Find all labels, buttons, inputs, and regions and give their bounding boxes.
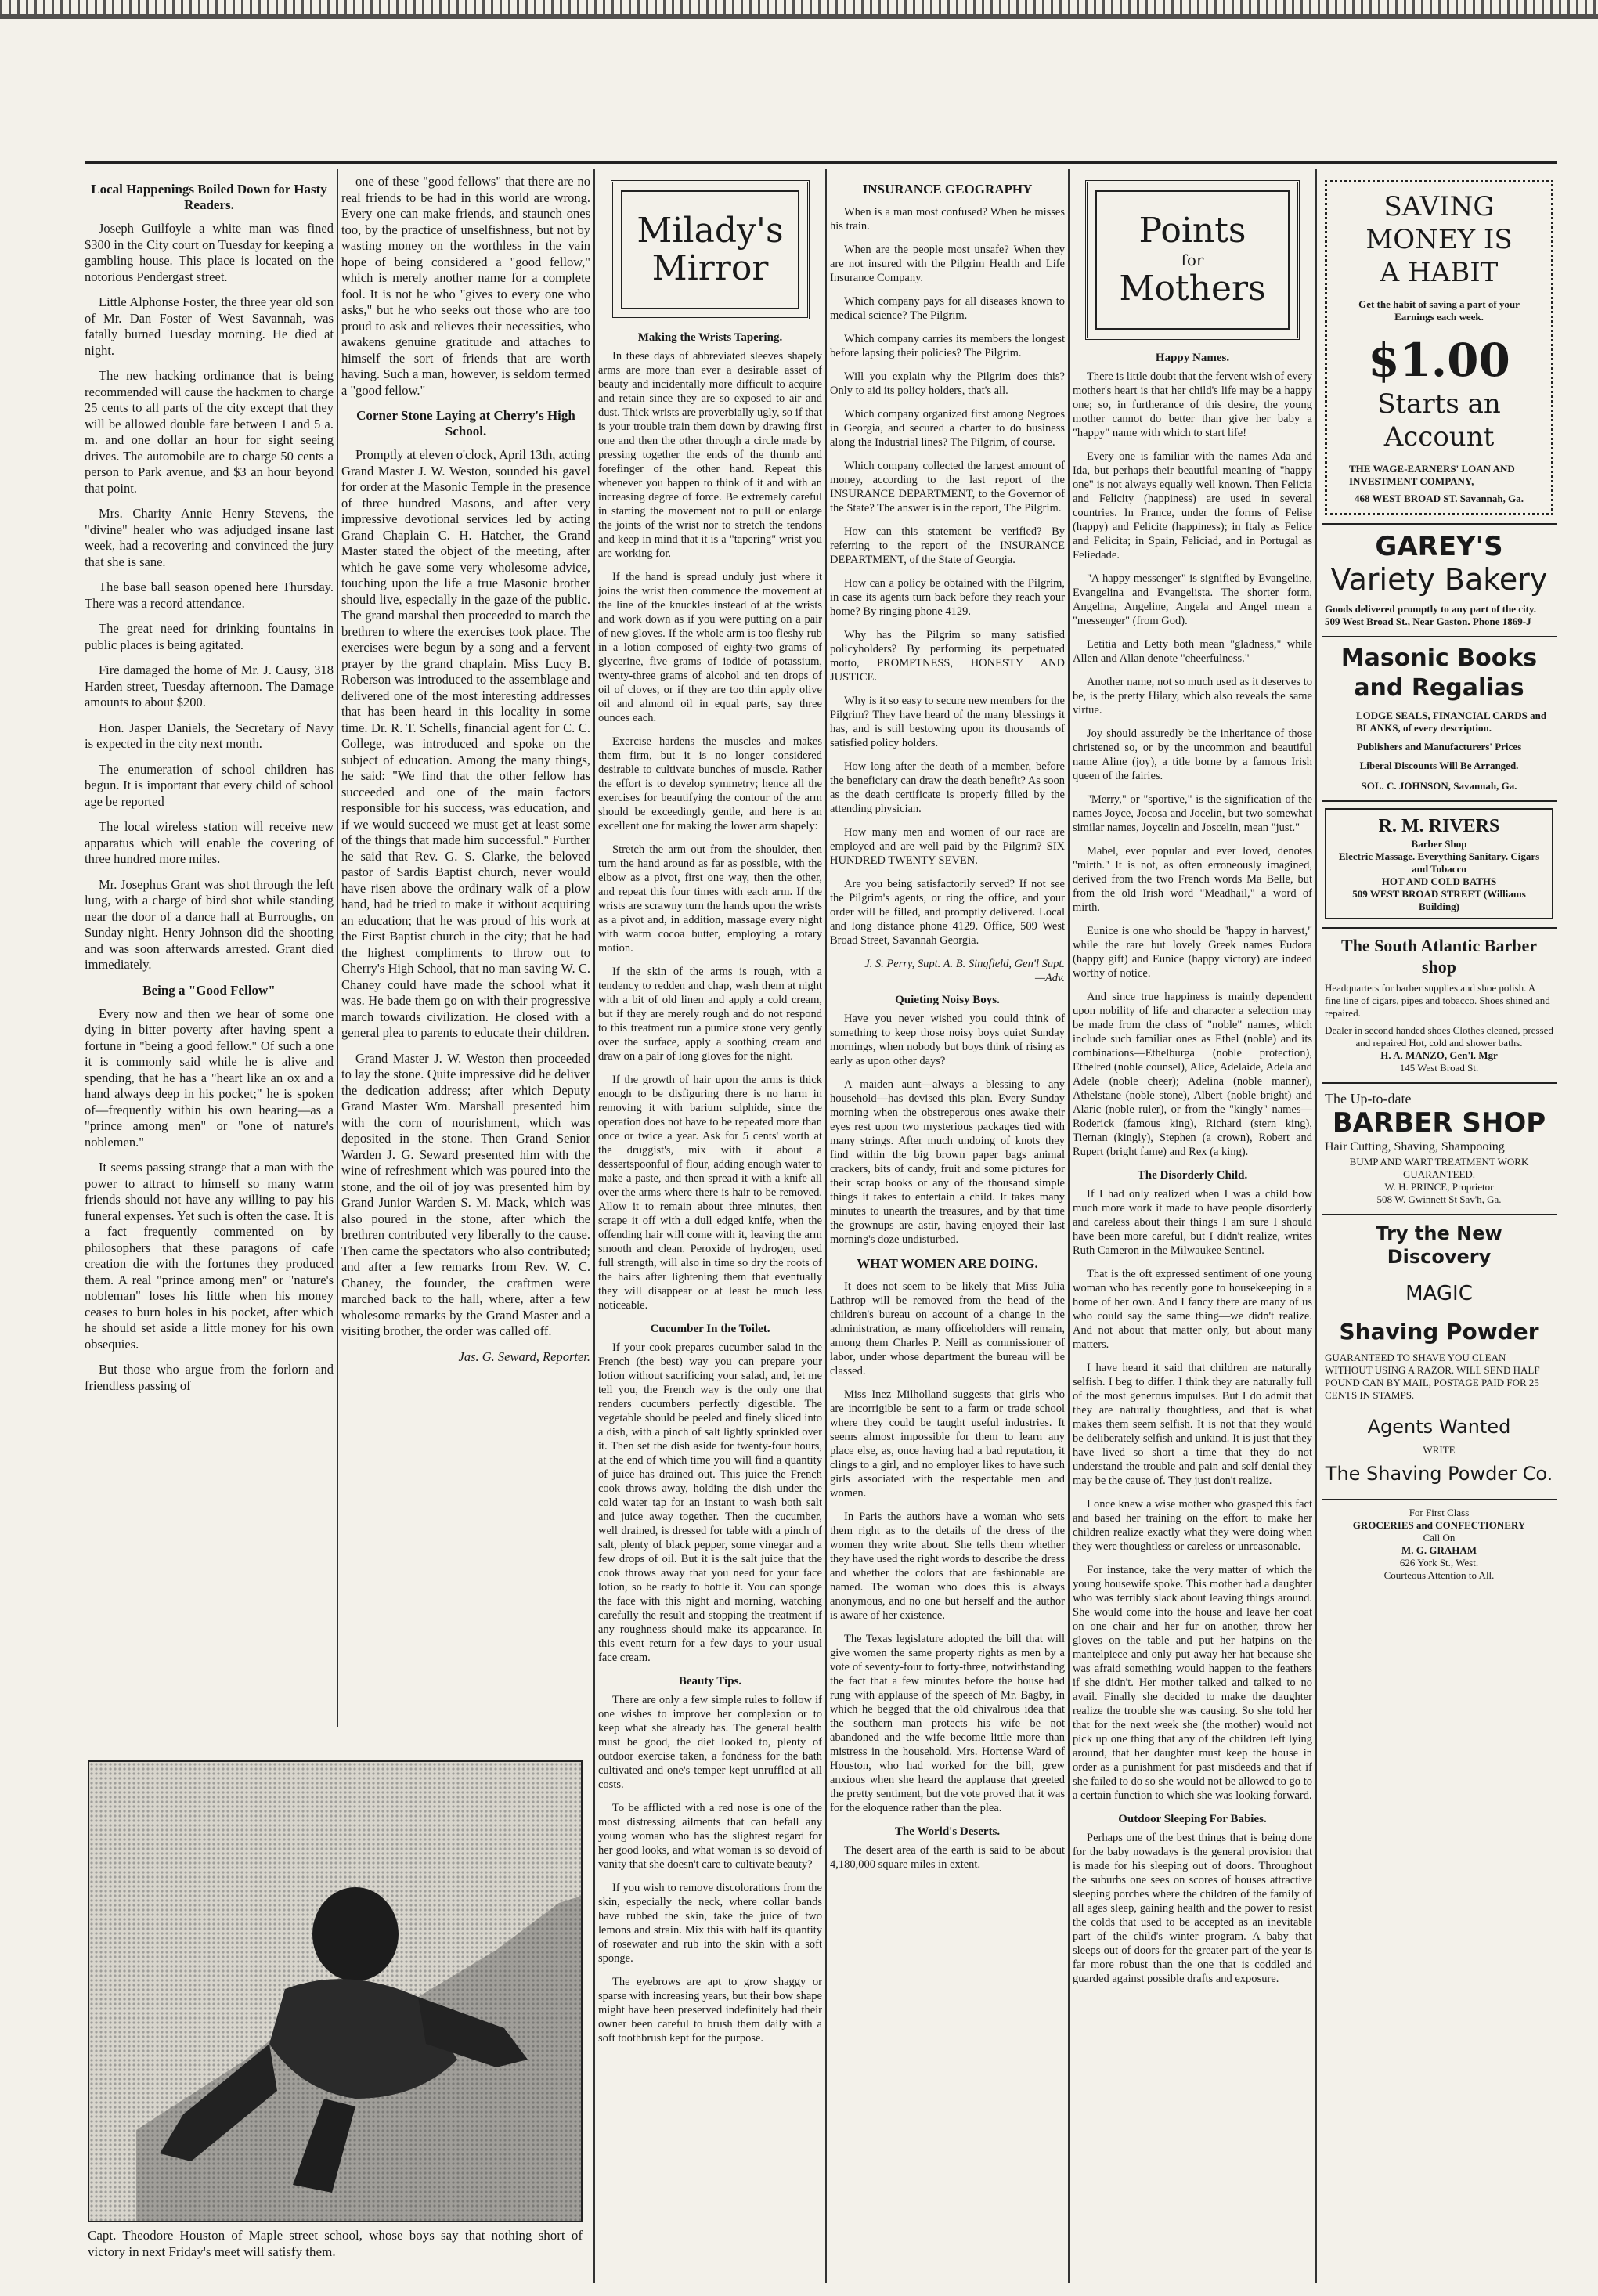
paragraph: It does not seem to be likely that Miss Julia Lathrop will be removed from the head of the children's bureau on account of a change in the administration, as many officeholders will remain, among them Charles P. Neill as commissioner of labor, under whose department the bureau will be classed. [830, 1280, 1065, 1377]
column-corner-stone [341, 174, 590, 1732]
headline-wrists: Making the Wrists Tapering. [637, 331, 783, 344]
ad-barber-text2: BUMP AND WART TREATMENT WORK GUARANTEED. [1349, 1156, 1529, 1180]
paragraph: The local wireless station will receive new apparatus which will enable the covering of three hundred more miles. [85, 819, 334, 866]
headline-local-happenings: Local Happenings Boiled Down for Hasty Readers. [91, 182, 327, 212]
photo-caption: Capt. Theodore Houston of Maple street school, whose boys say that nothing short of victory in next Friday's meet will satisfy them. [88, 2228, 583, 2259]
paragraph: If the hand is spread unduly just where it joins the wrist then commence the movement at the line of the knuckles instead of at the wrists and work down as if you were putting on a pair of new gloves. If the whole arm is too fleshy rub in a lotion composed of eighty-two grams of glycerine, five grams of iodide of potassium, twenty-three grams of alcohol and ten drops of oil of cloves, or if they are too thin apply olive oil and almond oil in equal parts, say three ounces each. [598, 571, 822, 724]
headline-corner-stone: Corner Stone Laying at Cherry's High School. [356, 408, 575, 439]
paragraph: It seems passing strange that a man with the power to attract to himself so many warm friends should not have any willing to pay his funeral expenses. Yet such is often the case. It is a fact frequently commented on by philosophers that these paragons of cafe creation die with the fortunes they produced them. A real "prince among men" or "nature's nobleman" loses his little when his money ceases to burn holes in his pocket, after which he should set aside a little money for his own obsequies. [85, 1160, 334, 1352]
paragraph: How many men and women of our race are employed and are well paid by the Pilgrim? SIX HUNDRED TWENTY SEVEN. [830, 826, 1065, 867]
paragraph: Will you explain why the Pilgrim does this? Only to aid its policy holders, that's all. [830, 370, 1065, 397]
paragraph: If the skin of the arms is rough, with a tendency to redden and chap, wash them at night with a bit of old linen and apply a cold cream, but if they are merely rough and do not respond to this treatment run a pumice stone very gently over the surface, apply a soothing cream and draw on a pair of long gloves for the night. [598, 966, 822, 1063]
ad-rivers-baths: HOT AND COLD BATHS [1381, 875, 1497, 887]
paragraph: The new hacking ordinance that is being recommended will cause the hackmen to charge 25 cents to all parts of the city except that they will be allowed double fare between 1 and 5 a. m. and one dollar an hour for sight seeing drives. The automobile are to charge 50 cents a person to Park avenue, and $3 an hour beyond that point. [85, 368, 334, 496]
headline-outdoor-sleeping: Outdoor Sleeping For Babies. [1118, 1813, 1267, 1825]
paragraph: But those who argue from the forlorn and friendless passing of [85, 1362, 334, 1393]
paragraph: For instance, take the very matter of which the young housewife spoke. This mother had a daughter who was terribly slack about leaving things around. She would come into the house and leave her coat on one chair and her fur on another, throw her gloves on the table and put her hatpins on the mantelpiece and only put away her hat because she was afraid something would happen to the feathers if she didn't. Her mother talked and talked to no avail. Finally she decided to make the daughter realize the trouble she was causing. So she told her that for the next week she (the mother) would not pick up one thing that any of the children left lying around, that her daughter must keep the house in order as a punishment for past misdeeds and that if she failed to do so she would not be allowed to go to a certain function to which she was looking forward. [1073, 1564, 1312, 1802]
ad-magic-line2: MAGIC [1405, 1282, 1473, 1305]
paragraph: If you wish to remove discolorations from the skin, especially the neck, where collar bands have rubbed the skin, take the juice of two lemons and strain. Mix this with half its quantity of rosewater and rub into the skin with a soft sponge. [598, 1882, 822, 1965]
ad-south-atlantic-manager: H. A. MANZO, Gen'l. Mgr [1380, 1049, 1498, 1061]
column-local-news [85, 174, 334, 1732]
paragraph: The great need for drinking fountains in public places is being agitated. [85, 621, 334, 652]
ad-bakery-text: Goods delivered promptly to any part of the city. [1325, 603, 1536, 615]
paragraph: Why is it so easy to secure new members for the Pilgrim? They have heard of the many blessings it has, and is still bestowing upon its thousands of satisfied policy holders. [830, 695, 1065, 749]
paragraph: The base ball season opened here Thursday. There was a record attendance. [85, 579, 334, 611]
paragraph: How can this statement be verified? By referring to the report of the INSURANCE DEPARTMENT, of the State of Georgia. [830, 525, 1065, 566]
paragraph: In Paris the authors have a woman who sets them right as to the details of the dress of the women they write about. She tells them whether they have used the right words to describe the dress and whether the colors that are fashionable are named. The woman who does this is always anonymous, and no one but herself and the author is aware of her existence. [830, 1511, 1065, 1622]
local-news-paragraphs [85, 221, 334, 973]
paragraph: How can a policy be obtained with the Pilgrim, in case its agents turn back before they reach your home? By ringing phone 4129. [830, 577, 1065, 618]
headline-noisy-boys: Quieting Noisy Boys. [895, 994, 1000, 1006]
ad-barber-owner: W. H. PRINCE, Proprietor [1384, 1181, 1494, 1193]
column-rule [1315, 169, 1317, 2283]
ad-saving-address: 468 WEST BROAD ST. Savannah, Ga. [1354, 493, 1524, 504]
paragraph: There is little doubt that the fervent wish of every mother's heart is that her child's life may be a happy one; so, in furtherance of this desire, the young mother cannot do better than give her baby a "happy" name with which to start life! [1073, 370, 1312, 439]
ad-saving-line: SAVING [1383, 191, 1495, 222]
ad-rivers-text: Electric Massage. Everything Sanitary. Cigars and Tobacco [1338, 850, 1540, 875]
headline-good-fellow: Being a "Good Fellow" [142, 982, 276, 998]
headline-women: WHAT WOMEN ARE DOING. [857, 1256, 1038, 1271]
paragraph: one of these "good fellows" that there are no real friends to be had in this world are wrong. Every one can make friends, and staunch ones too, by the practice of unselfishness, but not by wasting money on the worthless in the vain hope of being considered a "good fellow," which is merely another name for a complete fool. It is not he who "gives to every one who asks," but he who seeks out those who are too proud to ask and relieves their necessities, who awakens genuine gratitude and attaches to himself the sort of friends that are worth having. Such a man, however, is seldom termed a "good fellow." [341, 174, 590, 398]
column-rule [1068, 169, 1070, 2283]
paragraph: Little Alphonse Foster, the three year old son of Mr. Dan Foster of West Savannah, was fatally burned Tuesday morning. He died at night. [85, 294, 334, 358]
ad-magic-line3: Shaving Powder [1339, 1319, 1539, 1345]
paragraph: Which company organized first among Negroes in Georgia, and secured a charter to do business along the Industrial lines? The Pilgrim, of course. [830, 408, 1065, 449]
points-for-mothers-box [1085, 180, 1300, 340]
box-title-line: Mothers [1119, 269, 1266, 309]
paragraph: Another name, not so much used as it deserves to be, is the pretty Hilary, which also reveals the same virtue. [1073, 676, 1312, 717]
ad-barber-line1: The Up-to-date [1325, 1091, 1412, 1106]
ad-south-atlantic-title: The South Atlantic Barber shop [1341, 936, 1537, 977]
paragraph: The Texas legislature adopted the bill that will give women the same property rights as men by a vote of seventy-four to forty-three, notwithstanding the fact that a few minutes before the house had rung with applause of the speech of Mr. Bagby, in which he begged that the old chivalrous idea that the southern man protects his wife be not abandoned and the wife become little more than mistress in the household. Mrs. Hortense Ward of Houston, who had worked for the bill, grew anxious when she heard the applause that greeted the pretty sentiment, but the vote proved that it was for the eloquence rather than the plea. [830, 1633, 1065, 1814]
paragraph: Fire damaged the home of Mr. J. Causy, 318 Harden street, Tuesday afternoon. The Damage amounts to about $200. [85, 662, 334, 709]
ad-masonic-items: LODGE SEALS, FINANCIAL CARDS and BLANKS, of every description. [1356, 709, 1547, 734]
ad-magic-line1: Try the New Discovery [1376, 1222, 1502, 1268]
advertisements-column [1322, 174, 1557, 1590]
paragraph: Mr. Josephus Grant was shot through the left lung, with a charge of bird shot while standing near the door of a dance hall at Burroughs, on Sunday night. Henry Johnson did the shooting and was soon afterwards arrested. Grant died immediately. [85, 876, 334, 972]
paragraph: The eyebrows are apt to grow shaggy or sparse with increasing years, but their bow shape might have been preserved indefinitely had their owner been careful to brush them daily with a soft toothbrush kept for the purpose. [598, 1976, 822, 2045]
paragraph: Every one is familiar with the names Ada and Ida, but perhaps their beautiful meaning of "happy one" is not always equally well known. Then Felicia and Felicity (happiness) are used in several countries. In France, under the forms of Felise (happy) and Felicite (happiness); in Italy as Felice and Felicita; in Spain, Feliciad, and in Portugal as Feliedade. [1073, 450, 1312, 561]
paragraph: A maiden aunt—always a blessing to any household—has devised this plan. Every Sunday morning when the obstreperous ones awake their eyes rest upon two mysterious packages tied with many strings. After much undoing of knots they find within the big brown paper bags animal crackers, bits of candy, fruit and some pictures for their scrap books or any of the thousand simple things it takes to entertain a child. It takes many minutes to unearth the treasures, and by that time the grownups are astir, having enjoyed their last morning's doze undisturbed. [830, 1078, 1065, 1246]
paragraph: Which company carries its members the longest before lapsing their policies? The Pilgrim. [830, 333, 1065, 359]
paragraph: Why has the Pilgrim so many satisfied policyholders? By performing its perpetuated motto, PROMPTNESS, HONESTY AND JUSTICE. [830, 629, 1065, 684]
headline-insurance: INSURANCE GEOGRAPHY [862, 182, 1033, 197]
ad-rivers-address: 509 WEST BROAD STREET (Williams Building) [1352, 888, 1526, 912]
portrait-photo [88, 1760, 583, 2222]
paragraph: There are only a few simple rules to follow if one wishes to improve her complexion or to keep what she already has. The general health must be good, the diet looked to, plenty of outdoor exercise taken, a fondness for the bath cultivated and one's temper kept unruffled at all costs. [598, 1694, 822, 1791]
paragraph: When is a man most confused? When he misses his train. [830, 206, 1065, 233]
ad-masonic-title: Masonic Books and Regalias [1340, 644, 1538, 702]
reporter-signature: Jas. G. Seward, Reporter. [458, 1348, 590, 1364]
ad-rivers-sub: Barber Shop [1411, 838, 1467, 850]
paragraph: Eunice is one who should be "happy in harvest," while the rare but lovely Greek names Eudora (happy gift) and Eunice (happy victory) are indeed worthy of notice. [1073, 925, 1312, 980]
paragraph: Which company collected the largest amount of money, according to the last report of the INSURANCE DEPARTMENT, to the Governor of the State? The answer is in the report, The Pilgrim. [830, 460, 1065, 514]
box-title-line: Milady's [637, 211, 784, 251]
ad-saving-company: THE WAGE-EARNERS' LOAN AND INVESTMENT COMPANY, [1349, 463, 1515, 487]
ad-saving-line: A HABIT [1380, 257, 1499, 288]
ad-saving-account: Account [1383, 421, 1495, 453]
ad-magic-company: The Shaving Powder Co. [1325, 1463, 1553, 1485]
ad-graham-line1: For First Class [1409, 1507, 1470, 1518]
ad-bakery [1322, 525, 1557, 637]
ad-graham-footer: Courteous Attention to All. [1383, 1569, 1495, 1581]
paragraph: Exercise hardens the muscles and makes them firm, but it is no longer considered desirable to cultivate bunches of muscle. Rather the effort is to develop symmetry; hence all the exercises for beautifying the contour of the arm should be exceedingly gentle, and here is an excellent one for making the lower arm shapely: [598, 735, 822, 832]
paragraph: If I had only realized when I was a child how much more work it made to have people disorderly and careless about their things I am sure I should have been more careful, but I didn't realize, writes Ruth Cameron in the Milwaukee Sentinel. [1073, 1188, 1312, 1257]
paragraph: Every now and then we hear of some one dying in bitter poverty after having spent a fortune in "being a good fellow." Of such a one it is commonly said while he is alive and spending, that he has a "heart like an ox and a hand always deep in his pocket;" he is spoken of—frequently within his own hearing—as a "prince among men" or "one of nature's noblemen." [85, 1005, 334, 1150]
paragraph: Letitia and Letty both mean "gladness," while Allen and Allan denote "cheerfulness." [1073, 638, 1312, 665]
paragraph: And since true happiness is mainly dependent upon nobility of life and character a selection may be made from the class of "noble" names, which include such familiar ones as Ethel (noble) and its combinations—Ethelburga (noble protection), Ethelred (noble counsel), Alice, Adelaide, Adela and Adele (noble cheer); Adelina (noble manner), Athelstane (noble stone), Albert (noble bright) and Alaric (noble ruler), or from the "kingly" names—Roderick (famous king), Richard (stern king), Tiernan (kingly), Stephen (a crown), Robert and Rupert (bright fame) and Rex (a king). [1073, 991, 1312, 1158]
ad-saving-border [1325, 180, 1553, 515]
insurance-signature: J. S. Perry, Supt. A. B. Singfield, Gen'l Supt. [864, 958, 1065, 970]
paragraph: Grand Master J. W. Weston then proceeded to lay the stone. Quite impressive did he deliver the dedication address; after which Deputy Grand Master Wm. Marshall presented him with the corn of nourishment, which was deposited in the stone. Then Grand Senior Warden J. G. Seward presented him with the wine of refreshment which was poured into the stone, and the oil of joy was presented him by Grand Junior Warden S. M. Mack, which was also poured in the stone, after which the brethren contributed very liberally to the cause. Then came the spectators who also contributed; and after a few remarks from Rev. W. C. Chaney, the founder, the craftmen were marched back to the hall, where, after a few wholesome remarks by the Grand Master and a visiting brother, the order was called off. [341, 1050, 590, 1338]
ad-graham-address: 626 York St., West. [1399, 1557, 1479, 1569]
paragraph: The desert area of the earth is said to be about 4,180,000 square miles in extent. [830, 1844, 1065, 1871]
ad-barber-text: Hair Cutting, Shaving, Shampooing [1325, 1140, 1505, 1153]
paragraph: The enumeration of school children has begun. It is important that every child of school age be reported [85, 761, 334, 809]
ad-magic-shaving [1322, 1215, 1557, 1500]
paragraph: Promptly at eleven o'clock, April 13th, acting Grand Master J. W. Weston, sounded his gavel for order at the Masonic Temple in the presence of three hundred Masons, and after very impressive devotional services led by acting Grand Chaplain C. H. Hatcher, the Grand Master stated the object of the meeting, after which he gave some very wholesome advice, touching upon the life a true Masonic brother should live, especially in the gaze of the public. The grand marshal then proceeded to march the brethren to where the exercises took place. The exercises were begun by a song and a fervent prayer by the grand chaplain. Miss Lucy B. Roberson was introduced to the assemblage and delivered one of the most interesting addresses that has been heard in this locality in some time. Dr. R. T. Schells, financial agent for C. C. College, was introduced and spoke on the subject of education. Among the many things, he said: "We find that the other fellow has succeeded and one of the main factors responsible for his success, was education, and if we would succeed we must get at least some of the things that made him successful." Further he said that Rev. G. S. Clarke, the beloved pastor of Sardis Baptist church, never would have risen above the ordinary walk of a plow hand, had he tried to make it without acquiring an education; that he was proud of his work at the First Baptist church in the city; that he had the highest compliments to throw out to Cherry's High School, that no man saving W. C. Chaney could have made the school what it was. He bade them go on with their progressive march towards civilization. He closed with a general plea to parents to educate their children. [341, 447, 590, 1040]
ad-barber-address: 508 W. Gwinnett St Sav'h, Ga. [1376, 1193, 1502, 1205]
column-points-for-mothers [1073, 174, 1312, 2288]
paragraph: I once knew a wise mother who grasped this fact and based her training on the effort to make her children realize exactly what they were doing when they were thoughtless or careless or unreasonable. [1073, 1498, 1312, 1553]
ad-masonic-line3: Liberal Discounts Will Be Arranged. [1359, 760, 1519, 771]
box-title-line: Points [1138, 211, 1246, 251]
paragraph: "A happy messenger" is signified by Evangeline, Evangelina and Evangelista. The shorter form, Angelina, Angeline, Angela and Angel mean a "messenger" (from God). [1073, 572, 1312, 627]
ad-saving-line: MONEY IS [1365, 224, 1513, 255]
headline-beauty-tips: Beauty Tips. [678, 1675, 742, 1688]
ad-graham-line2: GROCERIES and CONFECTIONERY [1352, 1519, 1526, 1531]
column-miladys-mirror [598, 174, 822, 2288]
paragraph: Joseph Guilfoyle a white man was fined $300 in the City court on Tuesday for keeping a gambling house. This place is located on the notorious Pendergast street. [85, 221, 334, 284]
box-title-line: for [1181, 251, 1204, 269]
ad-masonic-line2: Publishers and Manufacturers' Prices [1356, 741, 1522, 753]
ad-barber-title: BARBER SHOP [1332, 1107, 1546, 1139]
column-rule [593, 169, 595, 2283]
paragraph: Perhaps one of the best things that is being done for the baby nowadays is the general provision that is made for his sleeping out of doors. Throughout the suburbs one sees on scores of houses attractive sleeping porches where the children of the family of all ages sleep, gaining health and the power to resist the colds that used to be accepted as an inevitable part of the child's winter program. A baby that sleeps out of doors for the greater part of the year is far more robust than the one that is coddled and guarded against possible drafts and exposure. [1073, 1832, 1312, 1985]
paragraph: "Merry," or "sportive," is the signification of the names Joyce, Jocosa and Jocelin, but two somewhat similar names, Joycelin and Joscelin, mean "just." [1073, 793, 1312, 834]
headline-happy-names: Happy Names. [1155, 352, 1230, 364]
miladys-mirror-box [611, 180, 810, 319]
ad-south-atlantic-address: 145 West Broad St. [1399, 1062, 1479, 1074]
ad-south-atlantic-text: Headquarters for barber supplies and shoe polish. A fine line of cigars, pipes and tobacco. Shoes shined and repaired. [1325, 982, 1550, 1019]
headline-deserts: The World's Deserts. [894, 1825, 1001, 1838]
page-top-edge [0, 0, 1598, 70]
paragraph: Joy should assuredly be the inheritance of those christened so, or by the uncommon and beautiful name Aline (joy), a title borne by a famous Irish queen of the fairies. [1073, 727, 1312, 782]
box-title-line: Mirror [651, 248, 769, 288]
paragraph: If your cook prepares cucumber salad in the French (the best) way you can prepare your lotion without sacrificing your salad, and, let me tell you, the French way is the only one that renders cucumbers perfectly digestible. The vegetable should be peeled and finely sliced into a dish, with a pinch of salt lightly sprinkled over it. Then set the dish aside for twenty-four hours, at the end of which time you will find a quantity of juice has drained out. This juice the French cook throws away, holding the dish under the cold water tap for an instant to wash both salt and juice away together. Then the cucumber, well drained, is dressed for table with a pinch of salt, plenty of black pepper, some vinegar and a few drops of oil. But it is the salt juice that the cook throws away that you need for your face lotion, so be ready to bottle it. You can sponge the face with this night and morning, watching carefully the result and stopping the treatment if any roughness should make its appearance. In this event return for a few days to your usual face cream. [598, 1341, 822, 1664]
paragraph: Are you being satisfactorily served? If not see the Pilgrim's agents, or ring the office, and your order will be filled, and promptly delivered. Local and long distance phone 4129. Office, 509 West Broad Street, Savannah Georgia. [830, 878, 1065, 947]
paragraph: If the growth of hair upon the arms is thick enough to be disfiguring there is no harm in removing it with barium sulphide, since the operation does not have to be repeated more than once or twice a year. Ask for 5 cents' worth at the druggist's, mix with it about a dessertspoonful of flour, adding enough water to make a paste, and then spread it with a knife all over the arms where there is hair to be removed. Allow it to remain about three minutes, then scrape it off with a dull edged knife, when the offending hair will come with it, leaving the arm smooth and clean. Peroxide of hydrogen, used full strength, will also in time so dry the roots of the hairs after lightening them that eventually they will disappear or at least be much less noticeable. [598, 1074, 822, 1312]
column-rule [825, 169, 827, 2283]
top-rule [85, 161, 1557, 164]
ad-rivers-box [1325, 808, 1553, 919]
ad-graham-name: M. G. GRAHAM [1401, 1544, 1477, 1556]
paragraph: Stretch the arm out from the shoulder, then turn the hand around as far as possible, with the elbow as a pivot, first one way, then the other, and repeat this four times with each arm. If the wrists are scrawny turn the hands upon the wrists as a pivot and, in addition, massage every night with warm cocoa butter, employing a rotary motion. [598, 843, 822, 955]
paragraph: That is the oft expressed sentiment of one young woman who has recently gone to housekeeping in a home of her own. And I fancy there are many of us who could say the same thing—we didn't realize. And not about that matter only, but about many matters. [1073, 1268, 1312, 1351]
paragraph: Miss Inez Milholland suggests that girls who are incorrigible be sent to a farm or trade school where they could be taught useful industries. It seems almost impossible for them to learn any place else, as, once having had a bad reputation, it clings to a girl, and no employer likes to have such girls associated with the respectable men and women. [830, 1388, 1065, 1500]
paragraph: Mabel, ever popular and ever loved, denotes "mirth." It is not, as often erroneously imagined, derived from the two French words Ma Belle, but from the old Irish word "Meadhail," a word of mirth. [1073, 845, 1312, 914]
ad-saving-amount: $1.00 [1368, 334, 1510, 387]
ad-saving-starts: Starts an [1377, 388, 1501, 420]
ad-bakery-name: GAREY'S [1375, 531, 1503, 562]
ad-rivers-name: R. M. RIVERS [1378, 816, 1500, 836]
ad-masonic-owner: SOL. C. JOHNSON, Savannah, Ga. [1361, 780, 1517, 792]
column-rule [337, 169, 338, 1727]
ad-saving-money [1322, 174, 1557, 525]
ad-south-atlantic-text2: Dealer in second handed shoes Clothes cleaned, pressed and repaired Hot, cold and shower baths. [1325, 1024, 1553, 1049]
column-insurance [830, 174, 1065, 2288]
ad-magic-agents: Agents Wanted [1367, 1416, 1511, 1438]
ad-bakery-address: 509 West Broad St., Near Gaston. Phone 1869-J [1325, 616, 1531, 627]
ad-rivers [1322, 802, 1557, 929]
adv-label: —Adv. [1035, 972, 1065, 984]
paragraph: Which company pays for all diseases known to medical science? The Pilgrim. [830, 295, 1065, 322]
ad-south-atlantic [1322, 929, 1557, 1084]
ad-graham-line3: Call On [1423, 1532, 1456, 1543]
headline-disorderly-child: The Disorderly Child. [1137, 1169, 1248, 1182]
ad-barber [1322, 1084, 1557, 1215]
ad-masonic [1322, 637, 1557, 802]
paragraph: Mrs. Charity Annie Henry Stevens, the "divine" healer who was adjudged insane last week, had a recovering and convinced the jury that she is sane. [85, 506, 334, 569]
paragraph: When are the people most unsafe? When they are not insured with the Pilgrim Health and Life Insurance Company. [830, 244, 1065, 284]
headline-cucumber: Cucumber In the Toilet. [650, 1323, 770, 1335]
paragraph: How long after the death of a member, before the beneficiary can draw the death benefit? As soon as the death certificate is properly filled by the attending physician. [830, 760, 1065, 815]
ad-magic-text: GUARANTEED TO SHAVE YOU CLEAN WITHOUT USING A RAZOR. WILL SEND HALF POUND CAN BY MAIL, POSTAGE PAID FOR 25 CENTS IN STAMPS. [1325, 1352, 1540, 1401]
ad-saving-sub: Get the habit of saving a part of your Earnings each week. [1358, 298, 1520, 323]
ad-bakery-name2: Variety Bakery [1330, 562, 1548, 597]
paragraph: To be afflicted with a red nose is one of the most distressing ailments that can befall any young woman who has the slightest regard for her good looks, and what woman is so devoid of vanity that she doesn't care to cultivate beauty? [598, 1802, 822, 1871]
paragraph: I have heard it said that children are naturally selfish. I beg to differ. I think they are naturally full of the most generous impulses. But I do admit that they are naturally thoughtless, and that is what makes them seem selfish. It is not that they would be deliberately selfish and unkind. It is just that they have lived so short a time that they do not understand the trouble and pain and self denial they may be the cause of. They just don't realize. [1073, 1362, 1312, 1487]
paragraph: Have you never wished you could think of something to keep those noisy boys quiet Sunday mornings, when nobody but boys think of rising as early as upon other days? [830, 1013, 1065, 1067]
ad-magic-write: WRITE [1423, 1444, 1456, 1456]
paragraph: Hon. Jasper Daniels, the Secretary of Navy is expected in the city next month. [85, 720, 334, 751]
ad-graham [1322, 1500, 1557, 1590]
photo-image [89, 1762, 583, 2222]
paragraph: In these days of abbreviated sleeves shapely arms are more than ever a desirable asset of beauty and incidentally more difficult to acquire and retain since they are so exposed to air and dust. Thick wrists are proverbially ugly, so if that is your trouble train them down by drawing first one and then the other through a circle made by pressing together the ends of the thumb and forefinger of the other hand. Repeat this whenever you happen to think of it and with an increasing degree of force. Be extremely careful in starting the movement not to pull or enlarge the joints of the wrist nor to stretch the tendons and keep in mind that it is a "tapering" wrist you are working for. [598, 350, 822, 560]
